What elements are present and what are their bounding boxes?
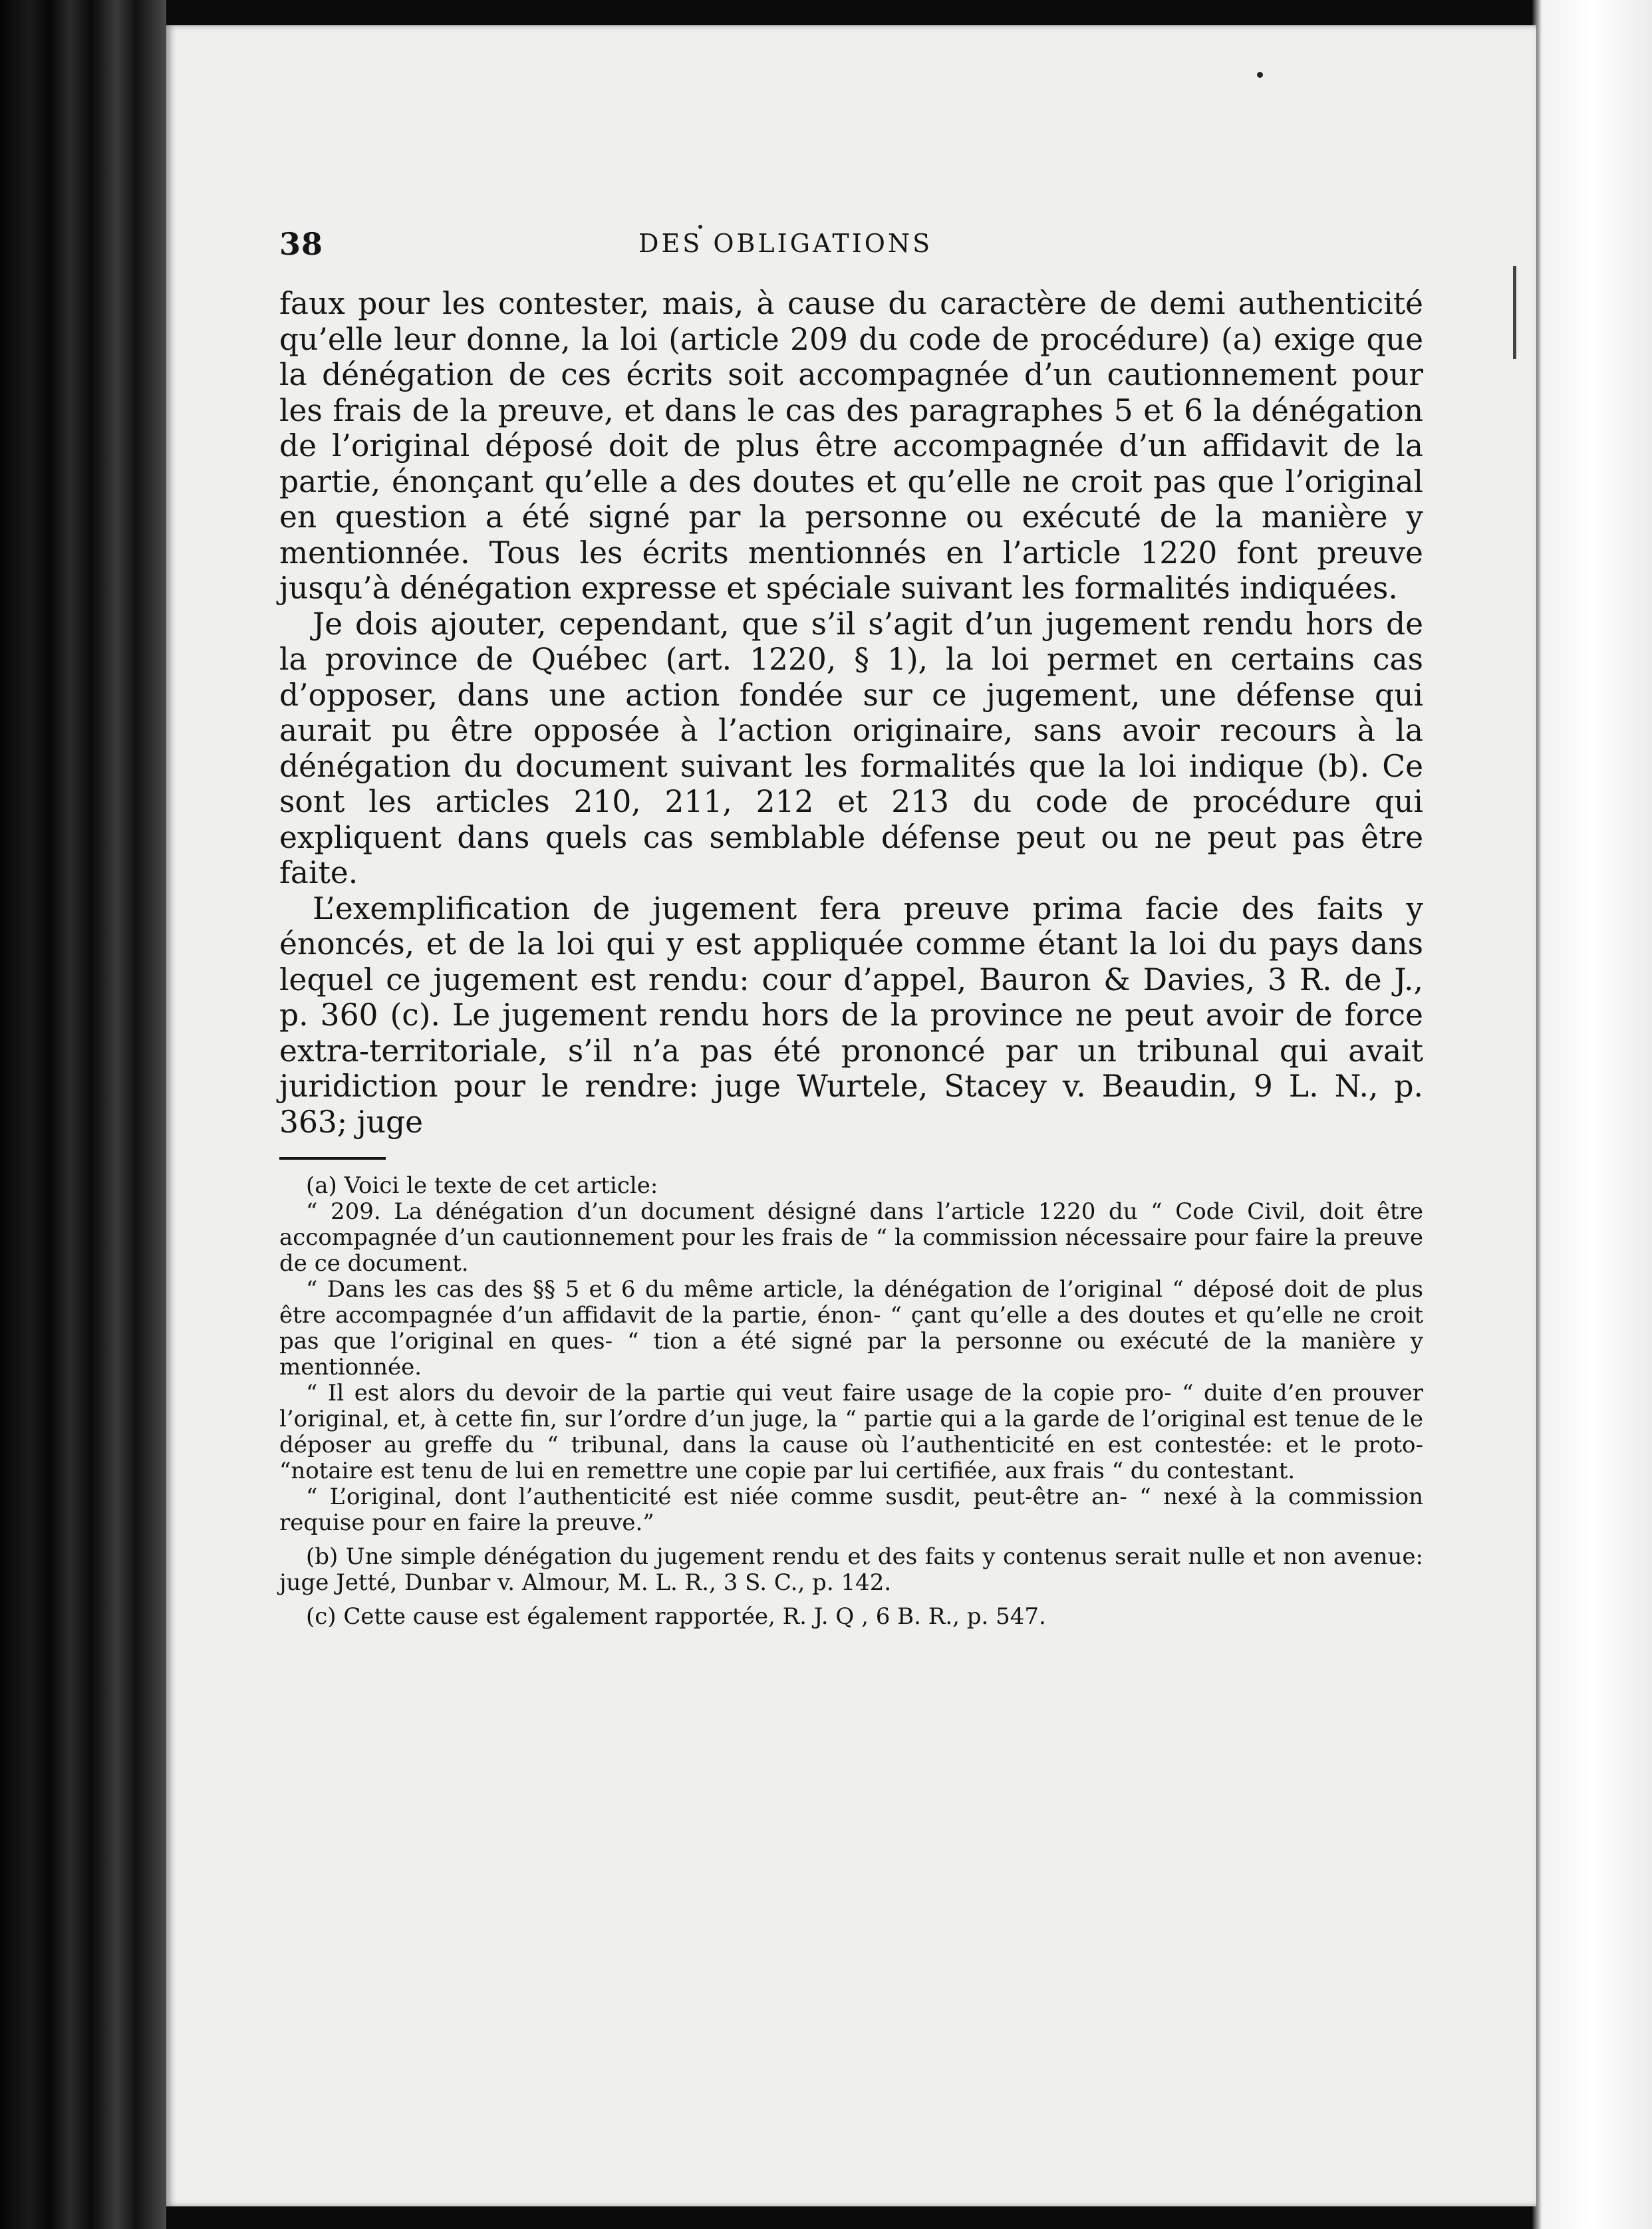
footnote-b: (b) Une simple dénégation du jugement rendu et des faits y contenus serait nulle et non avenue: juge Jetté, Dunbar v. Almour, M. L. R., 3 S. C., p. 142.: [279, 1543, 1423, 1596]
running-title: DES OBLIGATIONS: [638, 229, 933, 258]
body-text: [279, 286, 1423, 1140]
quoted-paragraph: “ Dans les cas des §§ 5 et 6 du même article, la dénégation de l’original “ déposé doit de plus être accompagnée d’un affidavit de la partie, énon- “ çant qu’elle a des doutes et qu’elle ne croit pas que l’original en ques- “ tion a été signé par la personne ou exécuté de la manière y mentionnée.: [279, 1276, 1423, 1380]
paragraph: Je dois ajouter, cependant, que s’il s’agit d’un jugement rendu hors de la province de Québec (art. 1220, § 1), la loi permet en certains cas d’opposer, dans une action fondée sur ce jugement, une défense qui aurait pu être opposée à l’action originaire, sans avoir recours à la dénégation du document suivant les formalités que la loi indique (b). Ce sont les articles 210, 211, 212 et 213 du code de procédure qui expliquent dans quels cas semblable défense peut ou ne peut pas être faite.: [279, 606, 1423, 890]
quoted-paragraph: “ 209. La dénégation d’un document désigné dans l’article 1220 du “ Code Civil, doit être accompagnée d’un cautionnement pour les frais de “ la commission nécessaire pour faire la preuve de ce document.: [279, 1198, 1423, 1277]
quoted-paragraph: “ Il est alors du devoir de la partie qui veut faire usage de la copie pro- “ duite d’en prouver l’original, et, à cette fin, sur l’ordre d’un juge, la “ partie qui a la garde de l’original est tenue de le déposer au greffe du “ tribunal, dans la cause où l’authenticité en est contestée: et le proto- “notaire est tenu de lui en remettre une copie par lui certifiée, aux frais “ du contestant.: [279, 1380, 1423, 1484]
footnote-a-intro: (a) Voici le texte de cet article:: [306, 1172, 658, 1199]
page-number: 38: [279, 226, 324, 262]
footnote-c: (c) Cette cause est également rapportée, R. J. Q , 6 B. R., p. 547.: [306, 1603, 1046, 1630]
footnotes: [279, 1173, 1423, 1630]
speck-mark: [1257, 72, 1263, 78]
paragraph: L’exemplification de jugement fera preuve prima facie des faits y énoncés, et de la loi qui y est appliquée comme étant la loi du pays dans lequel ce jugement est rendu: cour d’appel, Bauron & Davies, 3 R. de J., p. 360 (c). Le jugement rendu hors de la province ne peut avoir de force extra-territoriale, s’il n’a pas été prononcé par un tribunal qui avait juridiction pour le rendre: juge Wurtele, Stacey v. Beaudin, 9 L. N., p. 363; juge: [279, 890, 1423, 1140]
running-head: [279, 226, 1423, 279]
page-edge-line: [1513, 266, 1516, 359]
footnote-a-quote: [279, 1199, 1423, 1536]
footnote-divider: [279, 1157, 386, 1160]
page-content: [279, 226, 1423, 1630]
quoted-paragraph: “ L’original, dont l’authenticité est niée comme susdit, peut-être an- “ nexé à la commission requise pour en faire la preuve.”: [279, 1484, 1423, 1536]
paragraph: faux pour les contester, mais, à cause du caractère de demi authenticité qu’elle leur donne, la loi (article 209 du code de procédure) (a) exige que la dénégation de ces écrits soit accompagnée d’un cautionnement pour les frais de la preuve, et dans le cas des paragraphes 5 et 6 la dénégation de l’original déposé doit de plus être accompagnée d’un affidavit de la partie, énonçant qu’elle a des doutes et qu’elle ne croit pas que l’original en question a été signé par la personne ou exécuté de la manière y mentionnée. Tous les écrits mentionnés en l’article 1220 font preuve jusqu’à dénégation expresse et spéciale suivant les formalités indiquées.: [279, 286, 1423, 606]
book-binding-edge: [0, 0, 166, 2229]
next-page-edge: [1532, 0, 1652, 2229]
